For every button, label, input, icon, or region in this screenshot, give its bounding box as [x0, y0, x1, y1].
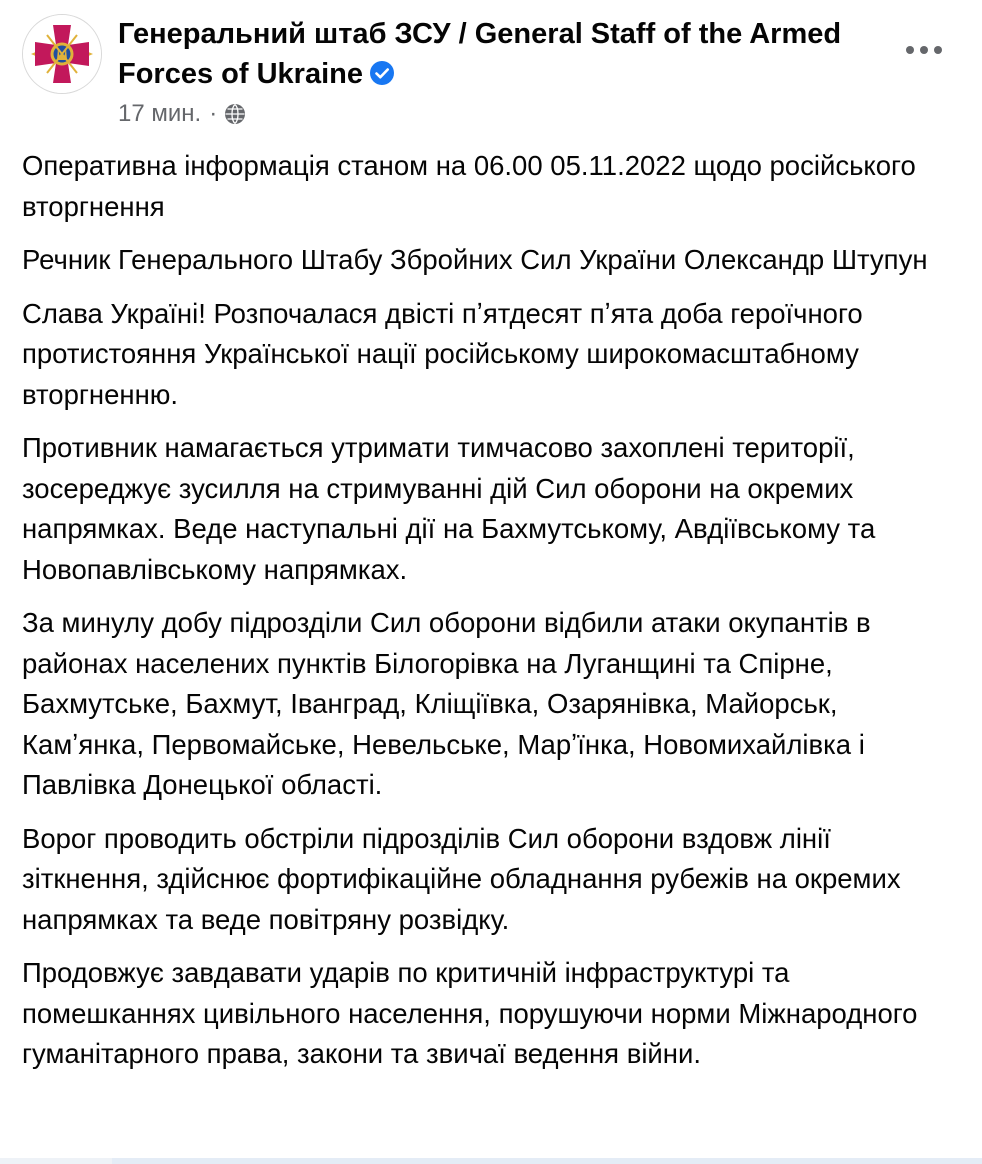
paragraph-spokesman: Речник Генерального Штабу Збройних Сил України Олександр Штупун [22, 244, 928, 275]
general-staff-emblem-icon [23, 15, 101, 93]
globe-icon[interactable] [223, 102, 247, 126]
paragraph-repelled-attacks: За минулу добу підрозділи Сил оборони відбили атаки окупантів в районах населених пунктів Білогорівка на Луганщині та Спірне, Бахмутське, Бахмут, Іванград, Кліщіївка, Озарянівка, Майорськ, Камʼянка, Первомайське, Невельське, Марʼїнка, Новомихайлівка і Павлівка Донецької області. [22, 607, 871, 800]
post-timestamp[interactable]: 17 мин. [118, 100, 202, 127]
more-options-button[interactable] [896, 26, 952, 74]
author-name[interactable] [118, 14, 878, 94]
page-avatar[interactable] [22, 14, 102, 94]
post-meta [118, 98, 247, 130]
meta-separator: · [209, 100, 218, 127]
post-body [22, 146, 962, 1088]
paragraph-shelling: Ворог проводить обстріли підрозділів Сил оборони вздовж лінії зіткнення, здійснює фортифікаційне обладнання рубежів на окремих напрямках та веде повітряну розвідку. [22, 822, 901, 935]
paragraph-intro: Слава Україні! Розпочалася двісті пʼятдесят пʼята доба героїчного протистояння Української нації російському широкомасштабному вторгненню. [22, 297, 863, 410]
author-name-text[interactable]: Генеральний штаб ЗСУ / General Staff of the Armed Forces of Ukraine [118, 18, 842, 90]
paragraph-infrastructure: Продовжує завдавати ударів по критичній інфраструктурі та помешканнях цивільного населення, порушуючи норми Міжнародного гуманітарного права, закони та звичаї ведення війни. [22, 957, 918, 1069]
paragraph-title: Оперативна інформація станом на 06.00 05.11.2022 щодо російського вторгнення [22, 150, 916, 222]
paragraph-enemy-actions: Противник намагається утримати тимчасово захоплені території, зосереджує зусилля на стримуванні дій Сил оборони на окремих напрямках. Веде наступальні дії на Бахмутському, Авдіївському та Новопавлівському напрямках. [22, 432, 876, 585]
bottom-divider [0, 1158, 982, 1164]
verified-badge-icon [369, 60, 395, 86]
more-options-icon [906, 46, 914, 54]
